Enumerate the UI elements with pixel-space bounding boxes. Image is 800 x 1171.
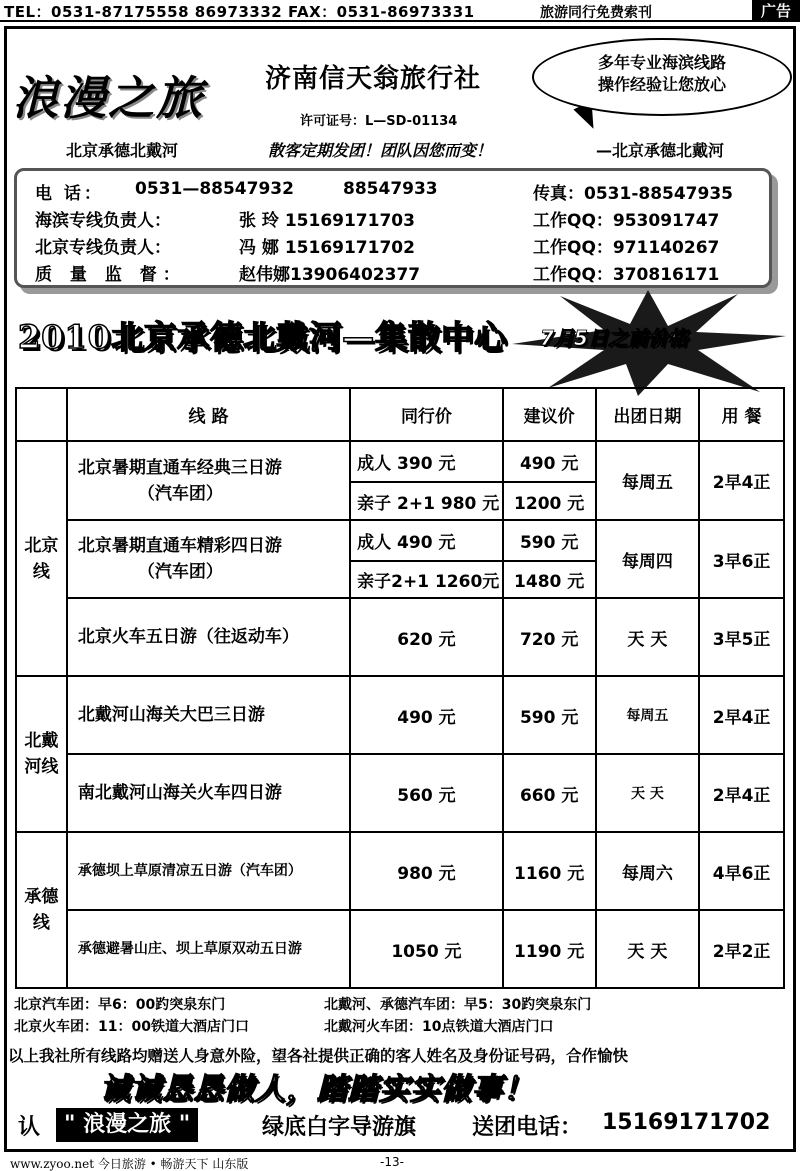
- table-row: [16, 910, 784, 988]
- peer-price: 620 元: [350, 598, 503, 676]
- flag-name: " 浪漫之旅 ": [56, 1108, 198, 1142]
- table-header-row: [16, 388, 784, 441]
- agency-name: 济南信天翁旅行社: [265, 64, 482, 94]
- depart-date: 天 天: [596, 754, 700, 832]
- slogan-left: 北京承德北戴河: [66, 141, 179, 160]
- table-row: [16, 676, 784, 754]
- flag-description: 绿底白字导游旗: [262, 1115, 417, 1140]
- route-name: 北戴河山海关大巴三日游: [67, 676, 350, 754]
- ad-badge: 广告: [752, 0, 800, 22]
- contact-key: 质 量 监 督：: [35, 265, 186, 285]
- speech-bubble: [532, 38, 792, 116]
- route-name: 北京暑期直通车精彩四日游: [77, 536, 282, 556]
- table-row: [16, 832, 784, 910]
- page-number: -13-: [380, 1155, 404, 1169]
- contact-row: [17, 260, 769, 284]
- price-note: 7月5日之前价格: [540, 326, 688, 350]
- note-beidaihe-train: 北戴河火车团：10点铁道大酒店门口: [324, 1019, 554, 1035]
- table-row: [16, 441, 784, 482]
- meals: 2早4正: [699, 441, 784, 520]
- bubble-line-2: 操作经验让您放心: [597, 75, 726, 94]
- route-cell: [67, 520, 350, 598]
- suggested-price: 720 元: [503, 598, 596, 676]
- table-header-cell: 出团日期: [596, 388, 700, 441]
- price-table: [15, 387, 785, 989]
- note-beidaihe-bus: 北戴河、承德汽车团：早5：30趵突泉东门: [324, 997, 592, 1013]
- meals: 2早4正: [699, 754, 784, 832]
- insurance-disclaimer: 以上我社所有线路均赠送人身意外险，望各社提供正确的客人姓名及身份证号码，合作愉快: [8, 1047, 629, 1065]
- contact-person: 张 玲 15169171703: [239, 211, 415, 231]
- route-cell: [67, 441, 350, 520]
- suggested-price: 490 元: [503, 441, 596, 482]
- suggested-price: 1480 元: [503, 561, 596, 598]
- contact-row: [17, 233, 769, 257]
- license-number: 许可证号：L—SD-01134: [300, 114, 458, 129]
- table-header-cell: [16, 388, 67, 441]
- top-bar: [0, 0, 800, 22]
- tel-number: 15169171702: [602, 1110, 771, 1135]
- depart-date: 天 天: [596, 598, 700, 676]
- contact-key: 北京专线负责人：: [35, 238, 171, 258]
- route-type: （汽车团）: [137, 562, 223, 582]
- route-name: 承德坝上草原清凉五日游（汽车团）: [67, 832, 350, 910]
- route-name: 北京火车五日游（往返动车）: [67, 598, 350, 676]
- footer-site: www.zyoo.net 今日旅游 • 畅游天下 山东版: [10, 1157, 249, 1171]
- table-row: [16, 754, 784, 832]
- peer-price: 560 元: [350, 754, 503, 832]
- note-beijing-train: 北京火车团：11：00铁道大酒店门口: [14, 1019, 249, 1035]
- contact-qq: 工作QQ：953091747: [533, 211, 720, 231]
- meals: 2早4正: [699, 676, 784, 754]
- logo-text: 浪漫之旅: [12, 71, 204, 125]
- peer-price: 亲子2+1 1260元: [350, 561, 503, 598]
- table-header-cell: 同行价: [350, 388, 503, 441]
- top-index-label: 旅游同行免费索刊: [540, 5, 652, 21]
- slogan-row: [0, 138, 800, 164]
- peer-price: 亲子 2+1 980 元: [350, 482, 503, 520]
- top-contact: TEL：0531-87175558 86973332 FAX：0531-86973331: [4, 3, 475, 21]
- suggested-price: 1200 元: [503, 482, 596, 520]
- contact-box: [14, 168, 772, 288]
- route-name: 南北戴河山海关火车四日游: [67, 754, 350, 832]
- suggested-price: 1190 元: [503, 910, 596, 988]
- contact-key: 电 话：: [35, 184, 104, 204]
- peer-price: 成人 490 元: [350, 520, 503, 561]
- tel-label: 送团电话：: [472, 1115, 583, 1140]
- table-header-cell: 用 餐: [699, 388, 784, 441]
- suggested-price: 590 元: [503, 676, 596, 754]
- peer-price: 1050 元: [350, 910, 503, 988]
- recognize-label: 认: [18, 1115, 41, 1140]
- meals: 3早5正: [699, 598, 784, 676]
- contact-key: 海滨专线负责人：: [35, 211, 171, 231]
- contact-fax: 传真：0531-88547935: [533, 184, 733, 204]
- motto: 诚诚恳恳做人，踏踏实实做事！: [100, 1072, 534, 1107]
- depart-date: 每周六: [596, 832, 700, 910]
- contact-qq: 工作QQ：370816171: [533, 265, 720, 285]
- meals: 3早6正: [699, 520, 784, 598]
- slogan-right: —北京承德北戴河: [596, 141, 725, 160]
- route-type: （汽车团）: [137, 483, 223, 504]
- slogan-middle: 散客定期发团！团队因您而变！: [268, 141, 493, 160]
- peer-price: 成人 390 元: [350, 441, 503, 482]
- flag-row: [14, 1108, 794, 1144]
- headline: 2010北京承德北戴河—集散中心: [18, 318, 508, 356]
- table-header-cell: 线 路: [67, 388, 350, 441]
- table-header-cell: 建议价: [503, 388, 596, 441]
- table-row: [16, 598, 784, 676]
- suggested-price: 660 元: [503, 754, 596, 832]
- depart-date: 每周五: [596, 441, 700, 520]
- peer-price: 980 元: [350, 832, 503, 910]
- region-cell: 北戴河线: [16, 676, 67, 832]
- note-beijing-bus: 北京汽车团：早6：00趵突泉东门: [14, 997, 226, 1013]
- contact-phone: 0531—88547932: [135, 179, 294, 199]
- peer-price: 490 元: [350, 676, 503, 754]
- bubble-line-1: 多年专业海滨线路: [597, 53, 726, 72]
- contact-person: 赵伟娜13906402377: [239, 265, 421, 285]
- depart-date: 每周四: [596, 520, 700, 598]
- region-cell: 承德线: [16, 832, 67, 988]
- depart-date: 天 天: [596, 910, 700, 988]
- depart-date: 每周五: [596, 676, 700, 754]
- meals: 2早2正: [699, 910, 784, 988]
- contact-row: [17, 206, 769, 230]
- contact-row: [17, 179, 769, 203]
- suggested-price: 1160 元: [503, 832, 596, 910]
- meals: 4早6正: [699, 832, 784, 910]
- route-name: 北京暑期直通车经典三日游: [77, 457, 282, 478]
- suggested-price: 590 元: [503, 520, 596, 561]
- table-row: [16, 520, 784, 561]
- contact-person: 冯 娜 15169171702: [239, 238, 415, 258]
- contact-phone-2: 88547933: [343, 179, 438, 199]
- footer: [0, 1154, 800, 1171]
- region-cell: 北京线: [16, 441, 67, 676]
- route-name: 承德避暑山庄、坝上草原双动五日游: [67, 910, 350, 988]
- contact-qq: 工作QQ：971140267: [533, 238, 720, 258]
